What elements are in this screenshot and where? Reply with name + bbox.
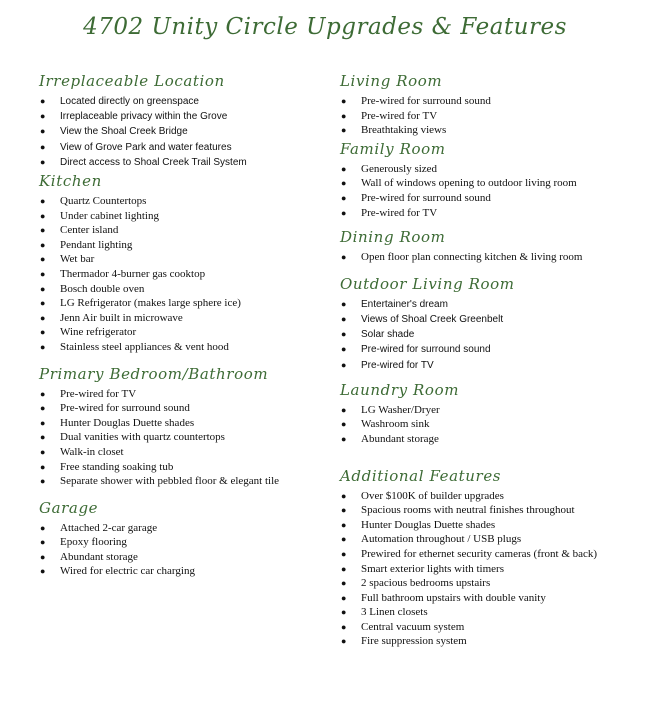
section-dining-room <box>340 228 608 265</box>
feature-list <box>340 297 608 373</box>
list-item-text: Full bathroom upstairs with double vanity <box>361 591 546 604</box>
list-item-text: Open floor plan connecting kitchen & living room <box>361 251 583 264</box>
bullet-icon: ● <box>40 566 46 577</box>
list-item-text: Stainless steel appliances & vent hood <box>60 340 229 353</box>
section-heading: Living Room <box>340 72 443 90</box>
list-item-text: Pre-wired for TV <box>361 359 434 371</box>
list-item-text: Hunter Douglas Duette shades <box>60 416 195 429</box>
bullet-icon: ● <box>341 563 347 574</box>
list-item <box>340 327 608 342</box>
bullet-icon: ● <box>40 446 46 457</box>
list-item <box>39 474 321 489</box>
list-item-text: Under cabinet lighting <box>60 209 159 222</box>
bullet-icon: ● <box>341 96 347 106</box>
list-item <box>340 576 608 591</box>
list-item-text: Pre-wired for surround sound <box>361 95 491 107</box>
section-primary-bedroom-bathroom <box>39 365 321 489</box>
list-item-text: Entertainer's dream <box>361 298 448 310</box>
bullet-icon: ● <box>341 125 347 136</box>
list-item-text: Abundant storage <box>361 432 439 445</box>
list-item-text: Center island <box>60 224 119 237</box>
bullet-icon: ● <box>40 432 46 443</box>
list-item <box>340 562 608 577</box>
list-item-text: Pre-wired for TV <box>60 387 137 400</box>
section-heading: Irreplaceable Location <box>39 72 225 90</box>
left-column <box>39 72 321 579</box>
list-item-text: Prewired for ethernet security cameras (front & back) <box>361 547 598 560</box>
list-item <box>340 605 608 620</box>
bullet-icon: ● <box>341 490 347 501</box>
list-item <box>340 297 608 312</box>
list-item-text: Wet bar <box>60 253 95 266</box>
list-item-text: View of Grove Park and water features <box>60 141 232 153</box>
list-item <box>39 460 321 475</box>
list-item-text: LG Washer/Dryer <box>361 403 440 416</box>
bullet-icon: ● <box>40 312 46 323</box>
list-item <box>39 535 321 550</box>
list-item-text: Wired for electric car charging <box>60 565 195 578</box>
section-heading: Additional Features <box>340 466 502 485</box>
list-item <box>340 206 608 221</box>
list-item <box>39 209 321 224</box>
list-item <box>340 109 608 124</box>
section-irreplaceable-location <box>39 72 321 170</box>
list-item <box>39 94 321 109</box>
bullet-icon: ● <box>341 344 347 355</box>
bullet-icon: ● <box>341 578 347 589</box>
bullet-icon: ● <box>341 548 347 559</box>
list-item <box>39 340 321 355</box>
list-item <box>39 325 321 340</box>
section-heading: Family Room <box>340 139 446 158</box>
list-item <box>340 176 608 191</box>
list-item <box>39 223 321 238</box>
bullet-icon: ● <box>40 298 46 309</box>
bullet-icon: ● <box>40 403 46 414</box>
list-item <box>39 296 321 311</box>
list-item-text: Wine refrigerator <box>60 326 137 339</box>
list-item-text: Jenn Air built in microwave <box>60 311 183 324</box>
list-item <box>39 124 321 139</box>
list-item <box>340 162 608 177</box>
list-item-text: Dual vanities with quartz countertops <box>60 431 225 444</box>
feature-list <box>340 403 608 447</box>
list-item-text: Walk-in closet <box>60 445 124 458</box>
feature-list <box>39 94 321 170</box>
list-item-text: Wall of windows opening to outdoor living room <box>361 177 577 190</box>
bullet-icon: ● <box>341 592 347 603</box>
bullet-icon: ● <box>341 207 347 218</box>
bullet-icon: ● <box>40 239 46 250</box>
bullet-icon: ● <box>341 178 347 189</box>
list-item <box>340 94 608 109</box>
bullet-icon: ● <box>40 551 46 562</box>
section-heading: Outdoor Living Room <box>340 274 515 293</box>
list-item <box>340 532 608 547</box>
bullet-icon: ● <box>341 329 347 340</box>
bullet-icon: ● <box>40 341 46 352</box>
list-item-text: Over $100K of builder upgrades <box>361 489 504 502</box>
list-item <box>39 267 321 282</box>
bullet-icon: ● <box>40 225 46 236</box>
feature-list <box>39 521 321 579</box>
list-item <box>39 140 321 155</box>
list-item-text: Solar shade <box>361 329 415 341</box>
list-item-text: Pre-wired for TV <box>361 206 438 219</box>
bullet-icon: ● <box>341 163 347 174</box>
list-item <box>340 432 608 447</box>
bullet-icon: ● <box>40 126 46 137</box>
list-item <box>39 416 321 431</box>
bullet-icon: ● <box>341 298 347 309</box>
bullet-icon: ● <box>40 268 46 279</box>
bullet-icon: ● <box>40 537 46 548</box>
list-item-text: Smart exterior lights with timers <box>361 562 504 575</box>
section-outdoor-living-room <box>340 275 608 373</box>
list-item-text: Pre-wired for surround sound <box>361 344 491 356</box>
list-item-text: Pendant lighting <box>60 238 133 251</box>
list-item-text: Breathtaking views <box>361 124 447 137</box>
list-item <box>340 312 608 327</box>
bullet-icon: ● <box>40 156 46 167</box>
bullet-icon: ● <box>40 283 46 294</box>
right-column <box>340 72 608 649</box>
section-heading: Primary Bedroom/Bathroom <box>39 364 269 383</box>
feature-list <box>39 387 321 489</box>
bullet-icon: ● <box>341 110 347 121</box>
feature-list <box>39 194 321 355</box>
list-item <box>39 282 321 297</box>
page-title: 4702 Unity Circle Upgrades & Features <box>83 14 567 40</box>
bullet-icon: ● <box>341 359 347 370</box>
list-item-text: Epoxy flooring <box>60 536 127 549</box>
list-item <box>340 342 608 357</box>
feature-list <box>340 250 608 265</box>
bullet-icon: ● <box>40 522 46 533</box>
list-item-text: Fire suppression system <box>361 635 467 648</box>
section-additional-features <box>340 467 608 650</box>
bullet-icon: ● <box>341 505 347 516</box>
bullet-icon: ● <box>40 327 46 338</box>
list-item <box>340 620 608 635</box>
section-heading: Garage <box>39 498 99 517</box>
list-item-text: Pre-wired for TV <box>361 109 438 122</box>
list-item <box>340 358 608 373</box>
list-item-text: Located directly on greenspace <box>60 96 199 107</box>
section-heading: Dining Room <box>340 228 446 247</box>
list-item-text: Pre-wired for surround sound <box>361 191 491 204</box>
section-living-room <box>340 72 608 138</box>
list-item <box>340 250 608 265</box>
list-item-text: LG Refrigerator (makes large sphere ice) <box>60 297 241 310</box>
feature-list <box>340 94 608 138</box>
bullet-icon: ● <box>341 636 347 647</box>
list-item <box>340 547 608 562</box>
list-item <box>39 238 321 253</box>
list-item <box>340 489 608 504</box>
bullet-icon: ● <box>341 313 347 324</box>
list-item <box>340 191 608 206</box>
bullet-icon: ● <box>341 404 347 415</box>
list-item-text: Abundant storage <box>60 550 138 563</box>
list-item <box>340 123 608 138</box>
list-item <box>39 564 321 579</box>
bullet-icon: ● <box>341 519 347 530</box>
bullet-icon: ● <box>40 96 46 106</box>
bullet-icon: ● <box>40 141 46 152</box>
bullet-icon: ● <box>341 607 347 618</box>
bullet-icon: ● <box>341 534 347 545</box>
list-item-text: Separate shower with pebbled floor & elegant tile <box>60 475 280 488</box>
list-item <box>39 445 321 460</box>
feature-list <box>340 162 608 220</box>
section-kitchen <box>39 172 321 355</box>
list-item-text: 2 spacious bedrooms upstairs <box>361 577 491 590</box>
list-item <box>39 550 321 565</box>
bullet-icon: ● <box>40 254 46 265</box>
bullet-icon: ● <box>40 210 46 221</box>
list-item-text: Hunter Douglas Duette shades <box>361 518 496 531</box>
bullet-icon: ● <box>341 621 347 632</box>
list-item-text: Washroom sink <box>361 418 430 431</box>
bullet-icon: ● <box>341 419 347 430</box>
list-item-text: Thermador 4-burner gas cooktop <box>60 267 206 280</box>
list-item-text: Pre-wired for surround sound <box>60 402 190 415</box>
list-item <box>340 503 608 518</box>
bullet-icon: ● <box>40 476 46 487</box>
list-item-text: Automation throughout / USB plugs <box>361 533 522 546</box>
list-item <box>340 403 608 418</box>
section-laundry-room <box>340 381 608 447</box>
section-garage <box>39 499 321 579</box>
feature-list <box>340 489 608 650</box>
list-item <box>39 252 321 267</box>
list-item <box>340 591 608 606</box>
list-item-text: Irreplaceable privacy within the Grove <box>60 111 228 123</box>
bullet-icon: ● <box>40 461 46 472</box>
bullet-icon: ● <box>40 417 46 428</box>
section-heading: Kitchen <box>39 172 102 191</box>
list-item-text: Views of Shoal Creek Greenbelt <box>361 313 504 325</box>
bullet-icon: ● <box>341 252 347 263</box>
list-item-text: View the Shoal Creek Bridge <box>60 126 188 138</box>
list-item <box>39 401 321 416</box>
bullet-icon: ● <box>40 388 46 399</box>
list-item-text: Generously sized <box>361 162 438 175</box>
list-item-text: Quartz Countertops <box>60 195 147 208</box>
bullet-icon: ● <box>40 196 46 207</box>
list-item-text: Central vacuum system <box>361 620 465 633</box>
section-family-room <box>340 140 608 220</box>
list-item <box>39 155 321 170</box>
bullet-icon: ● <box>40 111 46 122</box>
section-heading: Laundry Room <box>340 380 460 399</box>
list-item <box>39 109 321 124</box>
list-item-text: Free standing soaking tub <box>60 460 174 473</box>
list-item <box>39 521 321 536</box>
list-item <box>39 430 321 445</box>
list-item-text: Direct access to Shoal Creek Trail System <box>60 156 247 168</box>
list-item <box>39 311 321 326</box>
list-item-text: Bosch double oven <box>60 282 145 295</box>
list-item <box>39 387 321 402</box>
list-item <box>39 194 321 209</box>
list-item <box>340 518 608 533</box>
list-item-text: Spacious rooms with neutral finishes throughout <box>361 504 575 517</box>
list-item <box>340 417 608 432</box>
list-item-text: 3 Linen closets <box>361 606 428 619</box>
bullet-icon: ● <box>341 192 347 203</box>
list-item-text: Attached 2-car garage <box>60 521 158 534</box>
bullet-icon: ● <box>341 433 347 444</box>
list-item <box>340 634 608 649</box>
